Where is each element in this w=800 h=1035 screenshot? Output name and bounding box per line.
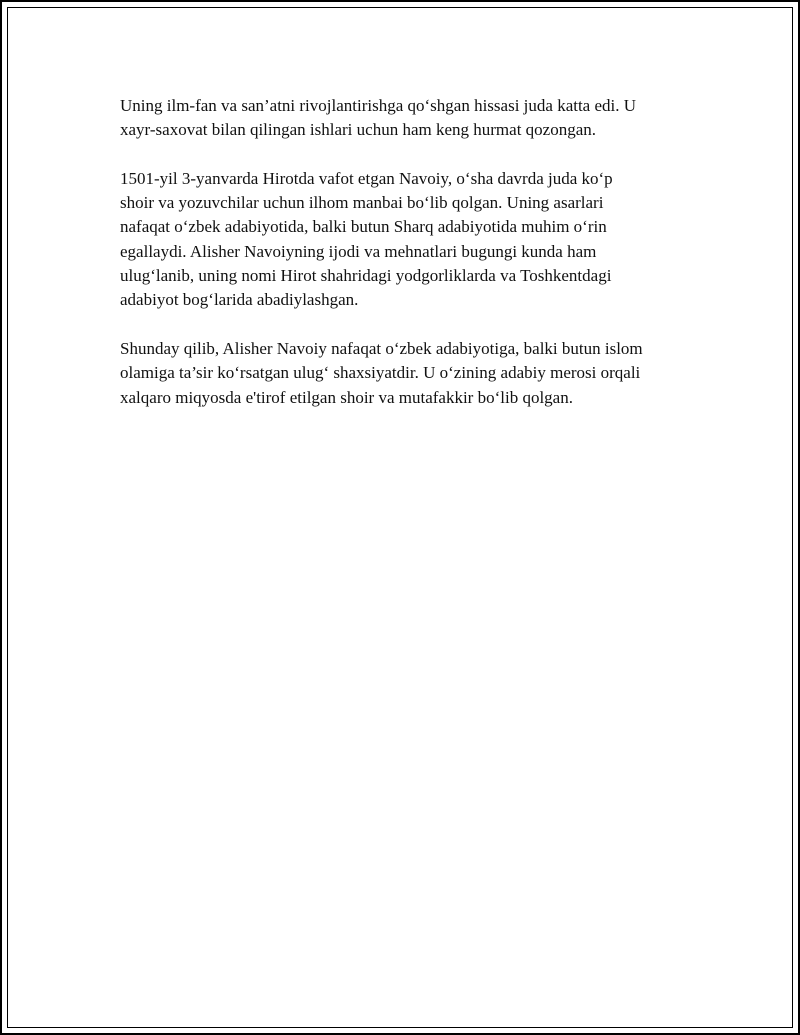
text-line: olamiga ta’sir ko‘rsatgan ulug‘ shaxsiyatdir. U o‘zining adabiy merosi orqali [120, 363, 641, 383]
text-line: ulug‘lanib, uning nomi Hirot shahridagi yodgorliklarda va Toshkentdagi [120, 266, 612, 286]
text-line: nafaqat o‘zbek adabiyotida, balki butun Sharq adabiyotida muhim o‘rin [120, 217, 607, 237]
paragraph-1 [120, 94, 698, 143]
document-body [120, 94, 698, 434]
text-line: xalqaro miqyosda e'tirof etilgan shoir va mutafakkir bo‘lib qolgan. [120, 387, 573, 407]
text-line: egallaydi. Alisher Navoiyning ijodi va mehnatlari bugungi kunda ham [120, 241, 597, 261]
paragraph-2 [120, 167, 698, 313]
paragraph-3 [120, 337, 698, 410]
text-line: 1501-yil 3-yanvarda Hirotda vafot etgan Navoiy, o‘sha davrda juda ko‘p [120, 168, 613, 188]
text-line: Uning ilm-fan va san’atni rivojlantirishga qo‘shgan hissasi juda katta edi. U [120, 96, 637, 115]
text-line: adabiyot bog‘larida abadiylashgan. [120, 290, 359, 310]
text-line: xayr-saxovat bilan qilingan ishlari uchun ham keng hurmat qozongan. [120, 120, 597, 140]
text-line: Shunday qilib, Alisher Navoiy nafaqat o‘zbek adabiyotiga, balki butun islom [120, 338, 643, 358]
text-line: shoir va yozuvchilar uchun ilhom manbai bo‘lib qolgan. Uning asarlari [120, 193, 604, 213]
